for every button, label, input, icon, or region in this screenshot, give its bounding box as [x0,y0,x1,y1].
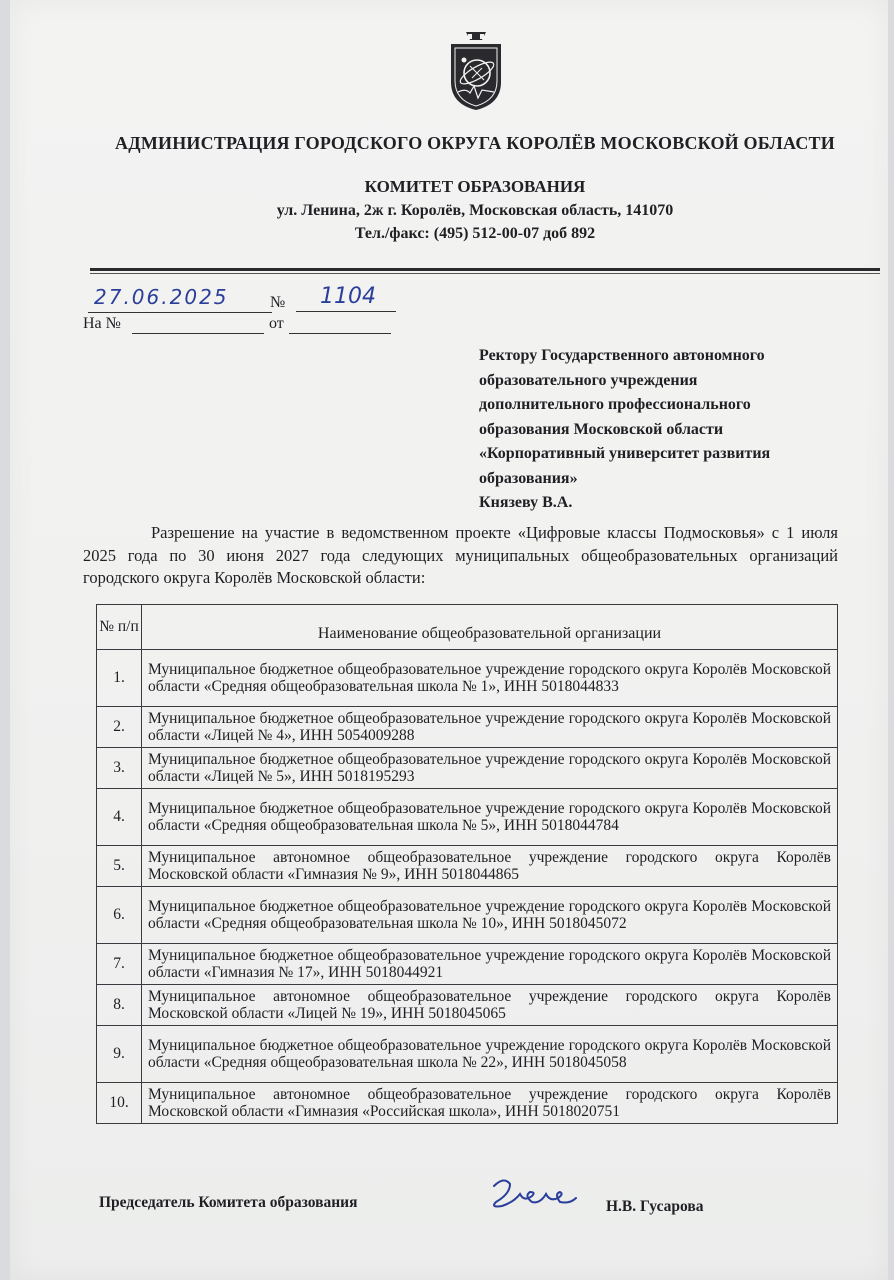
table-row [97,887,838,944]
signer-title: Председатель Комитета образования [99,1194,358,1211]
row-name: Муниципальное бюджетное общеобразовательное учреждение городского округа Королёв Московской области «Лицей № 5», ИНН 5018195293 [142,748,838,789]
addressee-line: дополнительного профессионального [479,396,751,413]
addressee-line: образования Московской области [479,420,724,438]
reference-date-blank [289,333,391,334]
addressee-line: Князеву В.А. [479,494,573,511]
table-header-row [97,605,838,650]
document-sheet [10,0,888,1280]
table-row [97,748,838,789]
header-divider [90,268,880,271]
signer-name: Н.В. Гусарова [606,1198,704,1215]
outgoing-number: 1104 [296,282,396,312]
committee-name: КОМИТЕТ ОБРАЗОВАНИЯ [364,177,586,196]
row-num: 5. [97,846,142,887]
row-num: 4. [97,789,142,846]
table-row [97,1026,838,1083]
row-name: Муниципальное автономное общеобразовательное учреждение городского округа Королёв Московской области «Гимназия «Российская школа», ИНН 5018020751 [142,1083,838,1124]
reference-number-blank [132,333,264,334]
row-num: 3. [97,748,142,789]
phone-fax: Тел./факс: (495) 512-00-07 доб 892 [354,225,596,242]
table-row [97,846,838,887]
table-row [97,707,838,748]
letter-body: Разрешение на участие в ведомственном проекте «Цифровые классы Подмосковья» с 1 июля 2025 года по 30 июня 2027 года следующих муниципальных общеобразовательных организаций городского округа Королёв Московской области: [83,523,838,587]
outgoing-date: 27.06.2025 [88,282,272,313]
addressee-line: «Корпоративный университет развития [479,445,771,462]
row-name: Муниципальное бюджетное общеобразовательное учреждение городского округа Королёв Московской области «Средняя общеобразовательная школа № 22», ИНН 5018045058 [142,1026,838,1083]
addressee-line: Ректору Государственного автономного [479,347,765,364]
header-name: Наименование общеобразовательной организации [142,605,838,650]
table-row [97,944,838,985]
table-row [97,1083,838,1124]
row-name: Муниципальное бюджетное общеобразовательное учреждение городского округа Королёв Московской области «Средняя общеобразовательная школа № 5», ИНН 5018044784 [142,789,838,846]
addressee-block [479,344,859,516]
addressee-line: образования» [479,469,578,487]
address: ул. Ленина, 2ж г. Королёв, Московская область, 141070 [276,202,674,219]
row-name: Муниципальное автономное общеобразовательное учреждение городского округа Королёв Московской области «Гимназия № 9», ИНН 5018044865 [142,846,838,887]
coat-of-arms-icon [446,30,506,112]
header-num: № п/п [97,605,142,650]
organization-name: АДМИНИСТРАЦИЯ ГОРОДСКОГО ОКРУГА КОРОЛЁВ МОСКОВСКОЙ ОБЛАСТИ [115,133,835,153]
reference-from-label: от [269,315,284,332]
addressee-line: образовательного учреждения [479,371,698,389]
table-row [97,650,838,707]
row-name: Муниципальное бюджетное общеобразовательное учреждение городского округа Королёв Московской области «Средняя общеобразовательная школа № 10», ИНН 5018045072 [142,887,838,944]
organizations-table [96,604,838,1124]
table-row [97,789,838,846]
row-num: 1. [97,650,142,707]
handwritten-signature [480,1172,580,1222]
row-name: Муниципальное автономное общеобразовательное учреждение городского округа Королёв Московской области «Лицей № 19», ИНН 5018045065 [142,985,838,1026]
reference-label: На № [83,315,121,332]
row-num: 10. [97,1083,142,1124]
header-divider-thin [90,273,880,274]
row-num: 8. [97,985,142,1026]
row-name: Муниципальное бюджетное общеобразовательное учреждение городского округа Королёв Московской области «Средняя общеобразовательная школа № 1», ИНН 5018044833 [142,650,838,707]
row-num: 6. [97,887,142,944]
row-num: 2. [97,707,142,748]
row-name: Муниципальное бюджетное общеобразовательное учреждение городского округа Королёв Московской области «Гимназия № 17», ИНН 5018044921 [142,944,838,985]
table-row [97,985,838,1026]
row-num: 9. [97,1026,142,1083]
row-num: 7. [97,944,142,985]
number-label: № [270,294,286,311]
row-name: Муниципальное бюджетное общеобразовательное учреждение городского округа Королёв Московской области «Лицей № 4», ИНН 5054009288 [142,707,838,748]
